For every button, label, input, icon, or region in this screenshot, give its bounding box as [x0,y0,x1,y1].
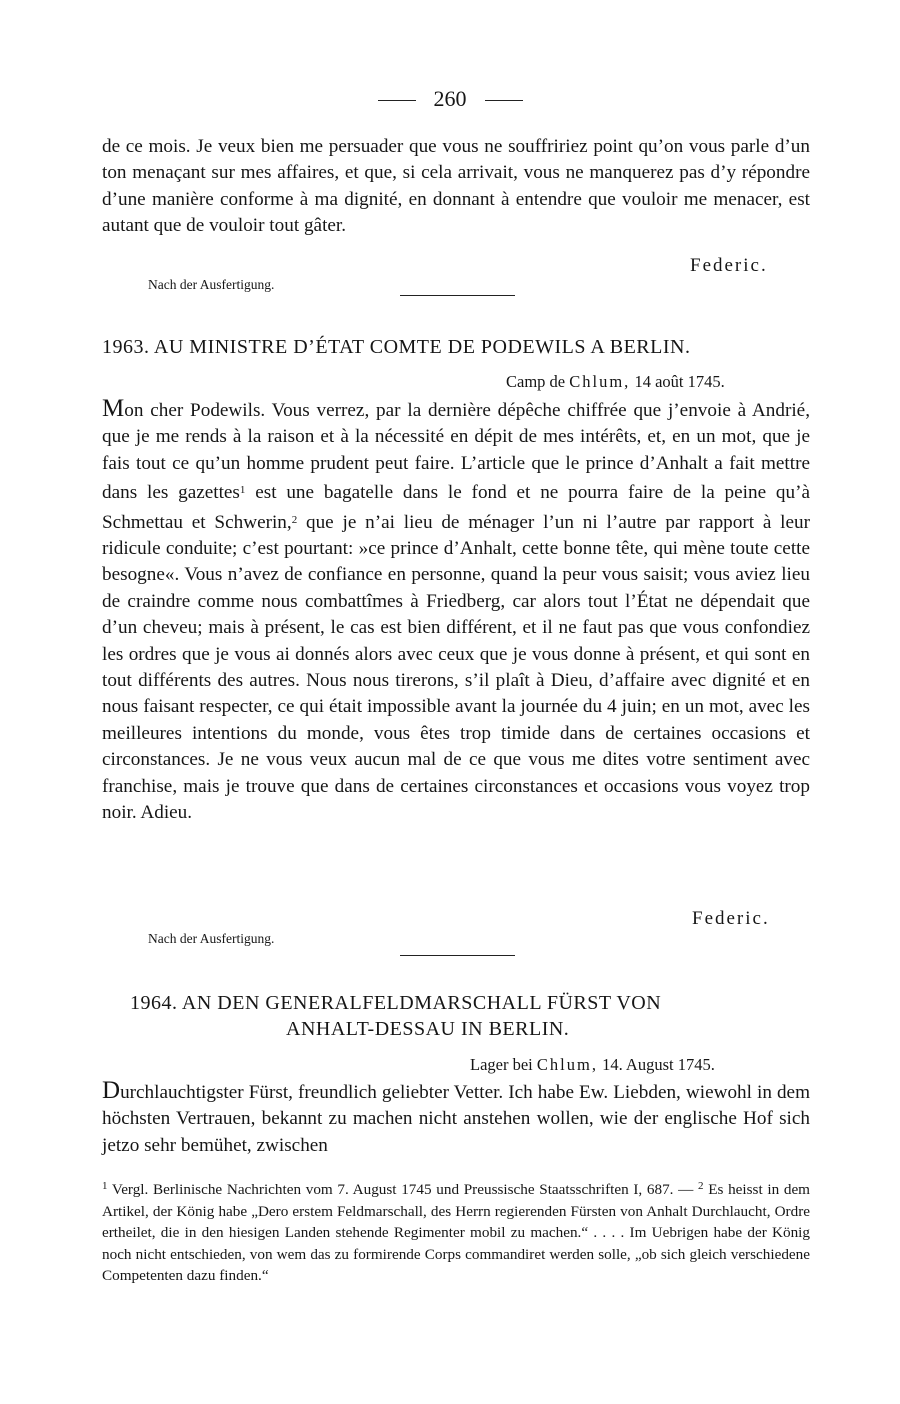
footnote-ref-1: 1 [239,484,246,497]
signature-1963: Federic. [692,908,770,929]
letter-1963-title: 1963. AU MINISTRE D’ÉTAT COMTE DE PODEWILS A BERLIN. [102,336,691,358]
separator-rule-2 [400,955,515,956]
date-place: Chlum, [536,1055,598,1074]
signature-1962: Federic. [690,255,768,276]
footnote-2: Es heisst in dem Artikel, der König habe „Dero erstem Feldmarschall, des Herrn regierenden Fürsten von Anhalt Durchlaucht, Ordre ertheilet, die in den hiesigen Landen stehende Regimenter mobil zu machen.“ . . . . Im Uebrigen habe der König noch nicht entschieden, von wem das zu formirende Corps commandiret werden solle, „ob sich gleich verschiedene Competenten dazu finden.“ [102,1181,810,1284]
date-rest: 14 août 1745. [634,372,725,391]
source-note-1962: Nach der Ausfertigung. [148,277,275,292]
body-part-a: on cher Podewils. Vous verrez, par la dernière dépêche chiffrée que j’envoie à Andrié, que je me rends à la raison et à la nécessité en dépit de mes intérêts, et, en un mot, que je fais tout ce qu’un homme prudent peut faire. L’article que le prince d’Anhalt a fait mettre dans les gazettes [102,400,810,504]
letter-1964-title-line1: 1964. AN DEN GENERALFELDMARSCHALL FÜRST VON [130,992,662,1014]
separator-rule-1 [400,295,515,296]
letter-1962-body: de ce mois. Je veux bien me persuader que vous ne souffririez point qu’on vous parle d’un ton menaçant sur mes affaires, et que, si cela arrivait, vous ne manquerez pas d’y répondre d’une manière conforme à ma dignité, en donnant à entendre que vouloir me menacer, est autant que de vouloir tout gâter. [102,136,810,237]
body-part-b: est une bagatelle dans le fond et ne pourra faire de la peine qu’à Schmettau et Schwerin, [102,482,810,533]
drop-initial: D [102,1077,121,1104]
body-text: urchlauchtigster Fürst, freundlich geliebter Vetter. Ich habe Ew. Liebden, wiewohl in dem höchsten Vertrauen, bekannt zu machen nicht anstehen wollen, wie der englische Hof sich jetzo sehr bemühet, zwischen [102,1082,810,1156]
header-dash-right [485,100,523,101]
letter-1964-body [102,1078,810,1159]
body-part-c: que je n’ai lieu de ménager l’un ni l’autre par rapport à leur ridicule conduite; c’est pourtant: »ce prince d’Anhalt, cette bonne tête, qui mène toute cette besogne«. Vous n’avez de confiance en personne, quand la peur vous saisit; vous aviez lieu de craindre comme nous combattîmes à Friedberg, car alors tout l’État ne dépendait que d’un cheveu; mais à présent, le cas est bien différent, et il ne faut pas que vous confondiez les ordres que je vous ai donnés alors avec ceux que je vous donne à présent, et qui sont en tout différents des autres. Nous nous tirerons, s’il plaît à Dieu, d’affaire avec dignité et en nous faisant respecter, ce qui était impossible avant la journée du 4 juin; en un mot, avec les meilleures intentions du monde, vous êtes trop timide dans de certaines occasions et circonstances. Je ne vous veux aucun mal de ce que vous me dites votre sentiment avec franchise, mais je trouve que dans de certaines circonstances et occasions vous voyez trop noir. Adieu. [102,511,811,824]
footnote-mark-2: 2 [698,1180,704,1192]
footnote-1: Vergl. Berlinische Nachrichten vom 7. August 1745 und Preussische Staatsschriften I, 687. — [107,1181,699,1198]
footnote-mark-1: 1 [102,1180,108,1192]
letter-1964-title-line2: ANHALT-DESSAU IN BERLIN. [286,1018,570,1040]
page-header [0,86,900,112]
date-prefix: Lager bei [470,1055,533,1074]
letter-1963-body [102,396,810,827]
header-dash-left [378,100,416,101]
letter-1963-date [506,372,725,392]
page-number: 260 [433,86,467,111]
drop-initial: M [102,395,125,422]
date-rest: 14. August 1745. [602,1055,715,1074]
footnotes [102,1176,810,1287]
date-prefix: Camp de [506,372,566,391]
letter-1962-ending [102,134,810,240]
letter-1964-date [470,1055,715,1075]
date-place: Chlum, [569,372,631,391]
footnote-ref-2: 2 [291,513,298,526]
source-note-1963: Nach der Ausfertigung. [148,931,275,946]
